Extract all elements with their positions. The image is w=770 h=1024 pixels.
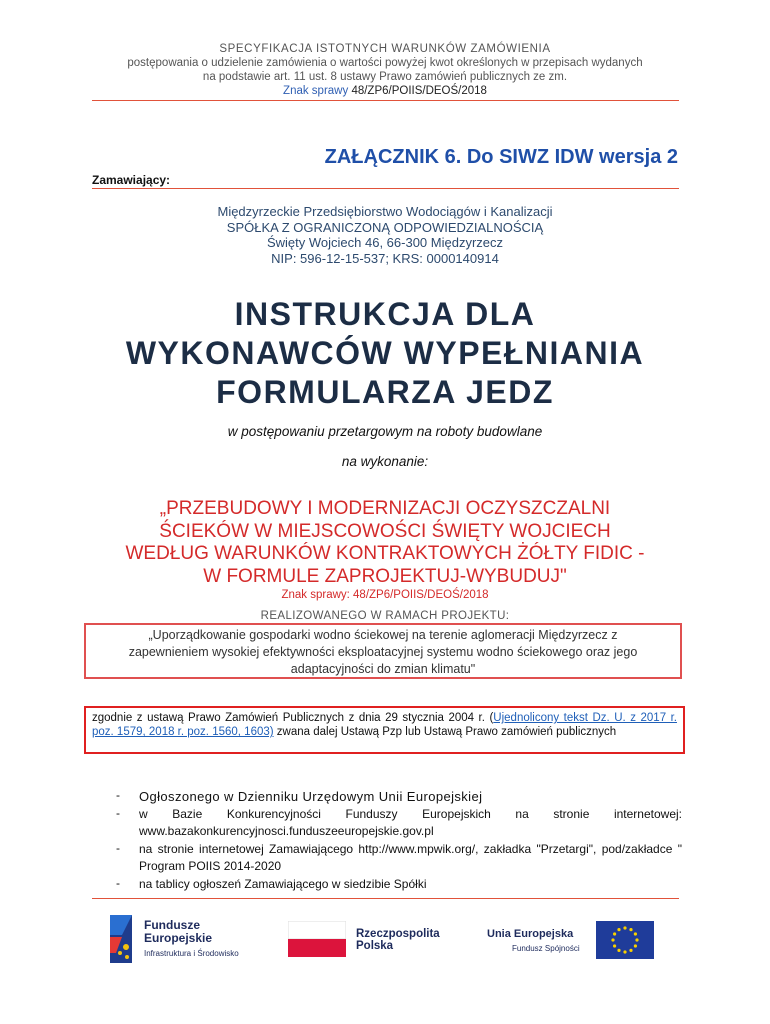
european-funds-line-3: Infrastruktura i Środowisko [144, 949, 239, 958]
list-item-text: Ogłoszonego w Dzienniku Urzędowym Unii Europejskiej [139, 789, 483, 804]
list-bullet: - [116, 788, 120, 802]
case-number-value: 48/ZP6/POIIS/DEOŚ/2018 [351, 85, 487, 97]
law-text-before: zgodnie z ustawą Prawo Zamówień Publicznych z dnia 29 stycznia 2004 r. ( [92, 712, 494, 724]
poland-line-1: Rzeczpospolita [356, 928, 440, 940]
list-bullet: - [116, 840, 120, 855]
company-info [100, 204, 670, 266]
funding-logos [0, 905, 770, 975]
list-item-text: na stronie internetowej Zamawiającego http://www.mpwik.org/, zakładka "Przetargi", pod/zakładce " Program POIIS 2014-2020 [139, 841, 682, 873]
title-line-2: WYKONAWCÓW WYPEŁNIANIA [125, 335, 645, 371]
ordering-party-label: Zamawiający: [92, 173, 171, 187]
document-title [60, 295, 710, 412]
title-line-3: FORMULARZA JEDZ [216, 374, 554, 410]
polish-flag-icon [288, 921, 346, 957]
law-reference-box [84, 706, 685, 754]
project-box [84, 623, 682, 679]
law-text-after: zwana dalej Ustawą Pzp lub Ustawą Prawo zamówień publicznych [273, 726, 617, 739]
title-line-1: INSTRUKCJA DLA [234, 296, 536, 332]
list-item [116, 806, 682, 841]
header-line-2: postępowania o udzielenie zamówienia o wartości powyżej kwot określonych w przepisach wydanych [127, 57, 643, 69]
list-item [116, 841, 682, 876]
case-number-secondary: Znak sprawy: 48/ZP6/POIIS/DEOŚ/2018 [281, 589, 489, 601]
eu-flag-icon [596, 921, 654, 959]
realized-label: REALIZOWANEGO W RAMACH PROJEKTU: [260, 610, 510, 622]
subtitle-execution: na wykonanie: [341, 454, 429, 469]
list-item-text: w Bazie Konkurencyjności Funduszy Europejskich na stronie internetowej: www.bazakonkurencyjnosci.funduszeeuropejskie.gov.pl [139, 806, 682, 838]
header-case-number [60, 84, 710, 98]
list-bullet: - [116, 875, 120, 890]
list-item [116, 788, 682, 806]
list-bullet: - [116, 805, 120, 820]
case-number-label: Znak sprawy [283, 85, 349, 97]
european-funds-logo-icon [106, 913, 136, 965]
header-line-3: na podstawie art. 11 ust. 8 ustawy Prawo zamówień publicznych ze zm. [202, 71, 568, 83]
company-ids: NIP: 596-12-15-537; KRS: 0000140914 [271, 250, 499, 266]
european-funds-line-2: Europejskie [144, 931, 213, 945]
project-line-3: WEDŁUG WARUNKÓW KONTRAKTOWYCH ŻÓŁTY FIDIC - [125, 543, 645, 564]
document-header [60, 42, 710, 98]
header-line-1: SPECYFIKACJA ISTOTNYCH WARUNKÓW ZAMÓWIENIA [219, 43, 551, 55]
eu-line-1: Unia Europejska [487, 928, 574, 940]
eu-line-2: Fundusz Spójności [512, 944, 580, 953]
list-item-text: na tablicy ogłoszeń Zamawiającego w siedzibie Spółki [139, 876, 427, 891]
project-line-2: ŚCIEKÓW W MIEJSCOWOŚCI ŚWIĘTY WOJCIECH [159, 520, 611, 542]
project-line-1: „PRZEBUDOWY I MODERNIZACJI OCZYSZCZALNI [159, 498, 611, 519]
project-line-4: W FORMULE ZAPROJEKTUJ-WYBUDUJ" [203, 565, 567, 587]
ordering-party-divider [92, 188, 679, 189]
publication-list [116, 788, 682, 893]
project-box-line-1: „Uporządkowanie gospodarki wodno ściekowej na terenie aglomeracji Międzyrzecz z [148, 628, 618, 642]
attachment-heading: ZAŁĄCZNIK 6. Do SIWZ IDW wersja 2 [324, 146, 678, 168]
project-box-line-3: adaptacyjności do zmian klimatu" [290, 662, 476, 676]
company-address: Święty Wojciech 46, 66-300 Międzyrzecz [266, 235, 504, 251]
footer-divider [92, 898, 679, 899]
company-name: Międzyrzeckie Przedsiębiorstwo Wodociągów i Kanalizacji [217, 204, 553, 219]
poland-line-2: Polska [356, 940, 394, 952]
subtitle-procedure: w postępowaniu przetargowym na roboty budowlane [227, 424, 543, 439]
project-box-line-2: zapewnieniem wysokiej efektywności eksploatacyjnej systemu wodno ściekowego oraz jego [128, 645, 638, 659]
company-form: SPÓŁKA Z OGRANICZONĄ ODPOWIEDZIALNOŚCIĄ [226, 219, 544, 235]
project-name [80, 498, 690, 588]
header-divider [92, 100, 679, 101]
european-funds-line-1: Fundusze [144, 918, 200, 932]
list-item [116, 876, 682, 894]
law-consolidated-text-link[interactable]: Ujednolicony tekst Dz. U. z 2017 r. poz. 1579, 2018 r. poz. 1560, 1603) [92, 712, 677, 739]
